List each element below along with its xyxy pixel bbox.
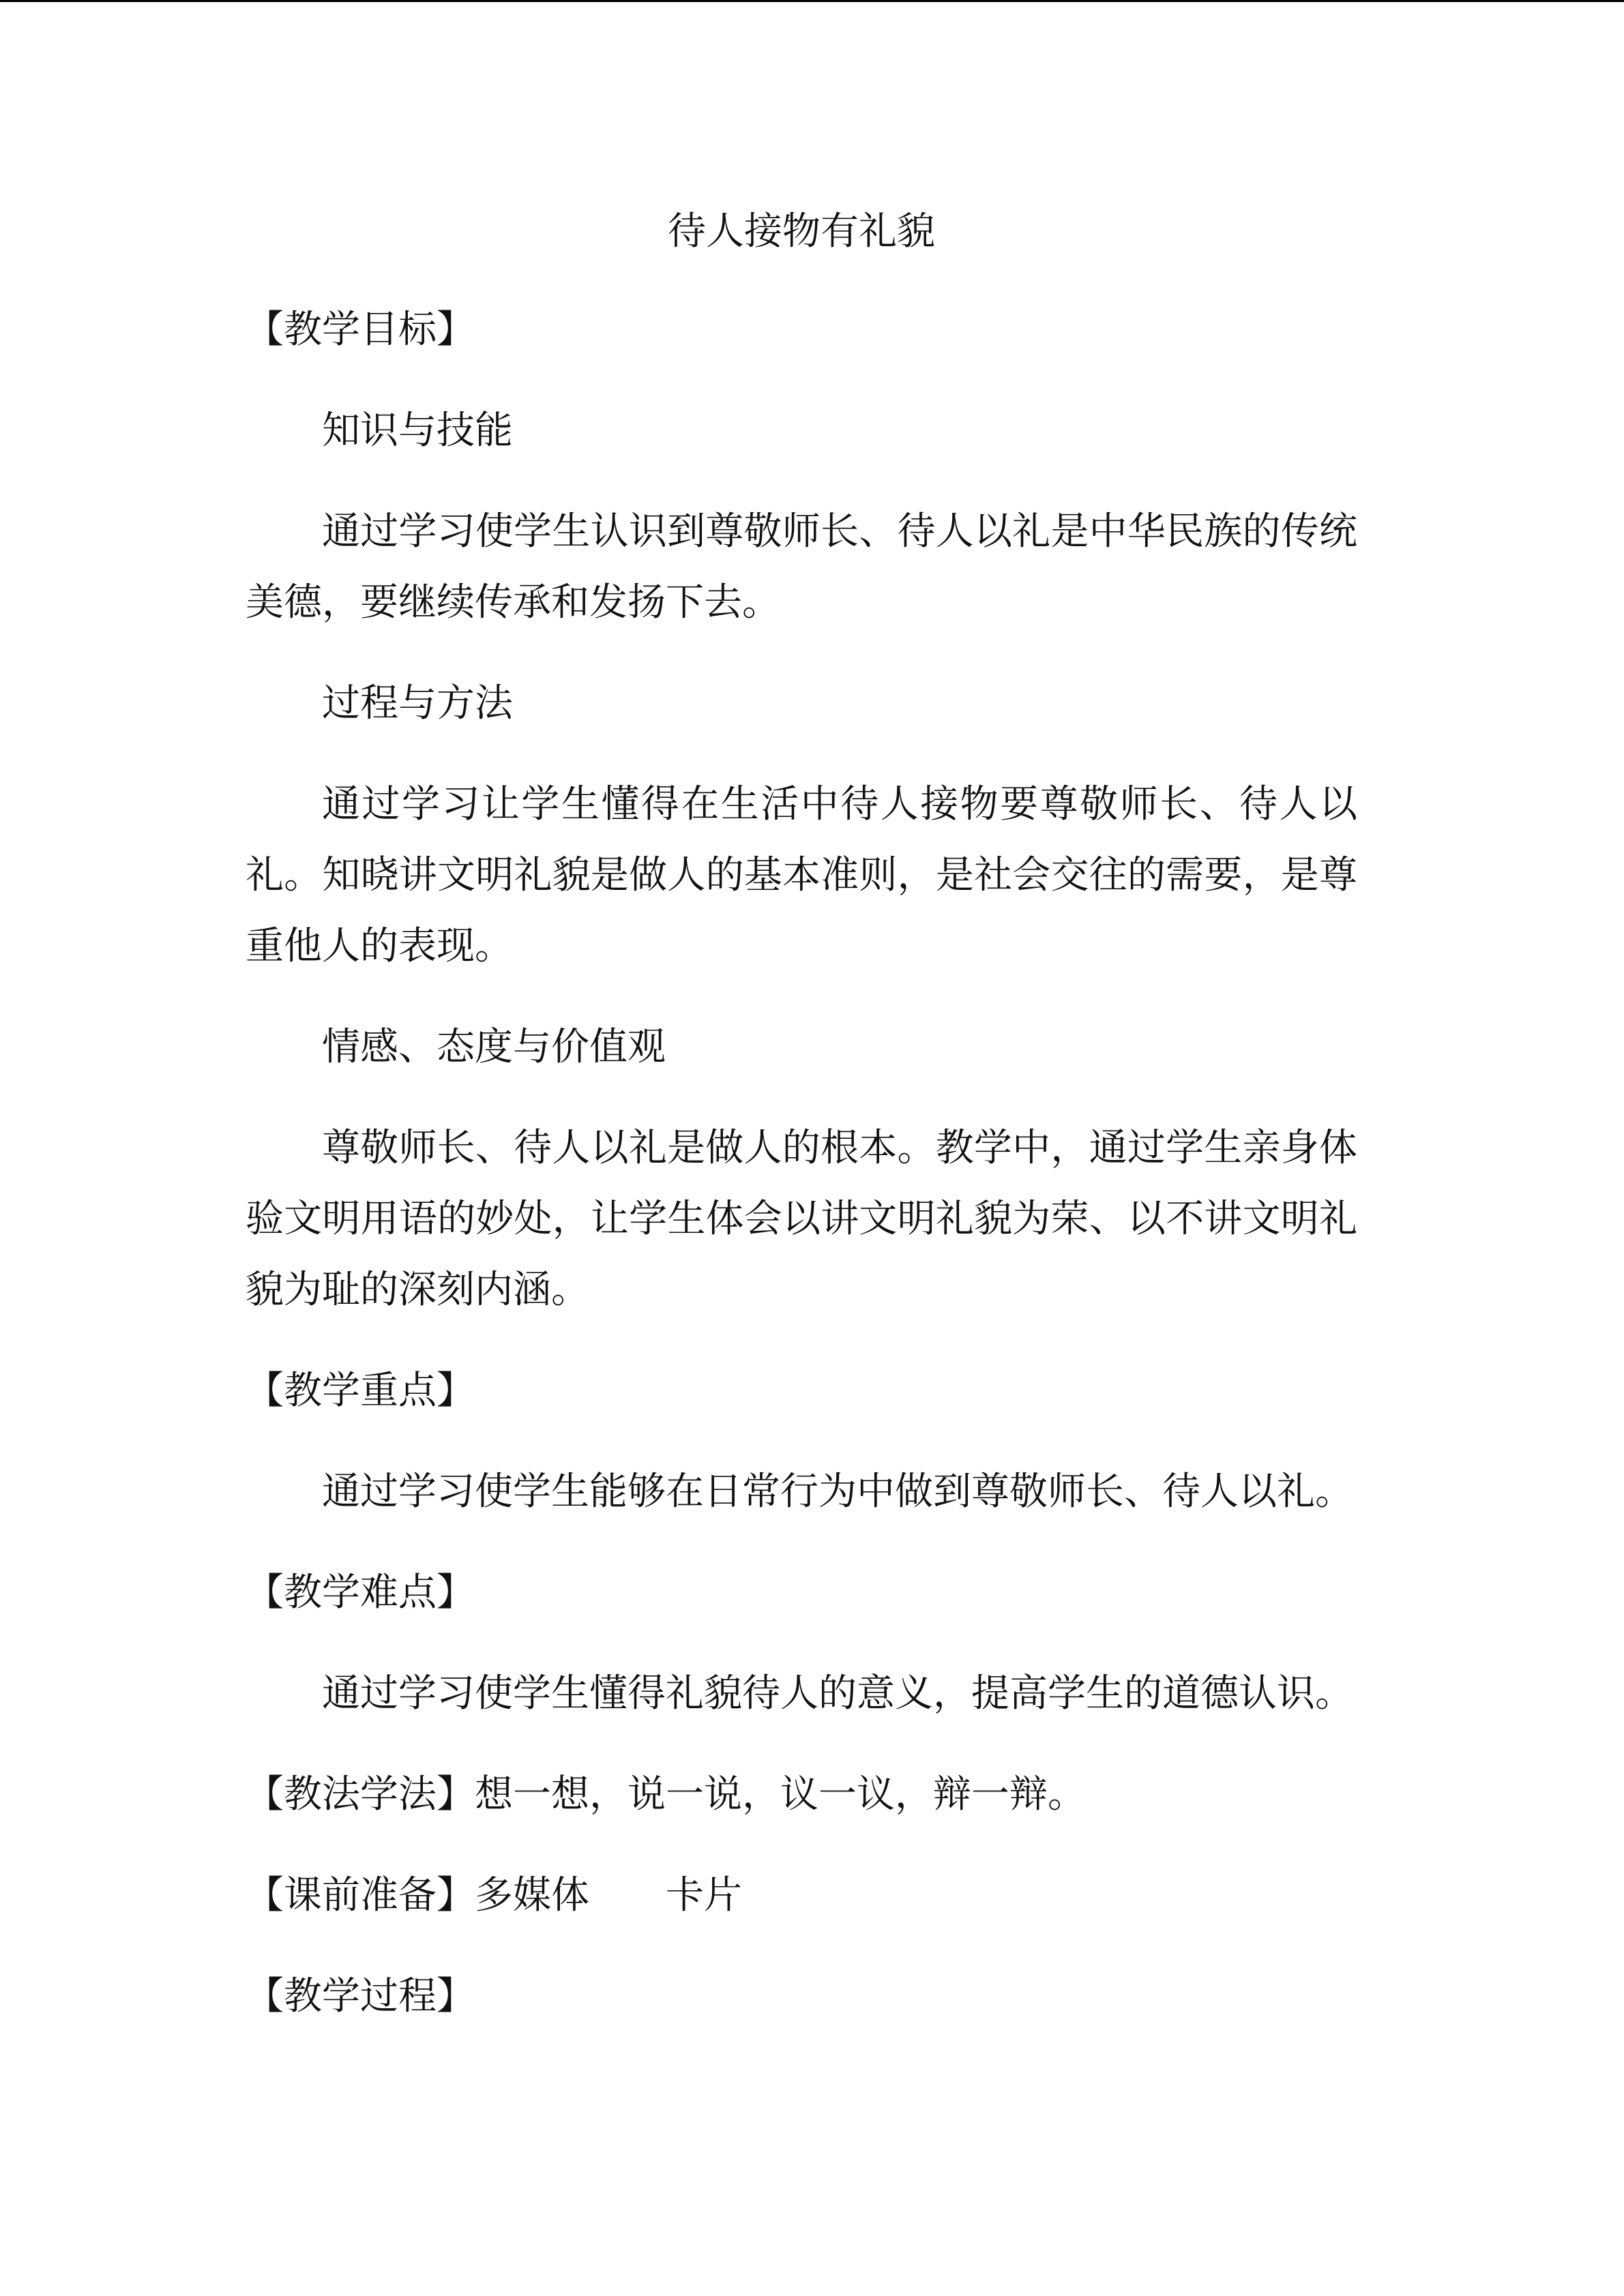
difficulty-heading: 【教学难点】 <box>246 1570 475 1615</box>
key-points-paragraph: 通过学习使学生能够在日常行为中做到尊敬师长、待人以礼。 <box>322 1470 1353 1514</box>
emotion-subheading: 情感、态度与价值观 <box>322 1025 666 1069</box>
knowledge-paragraph: 通过学习使学生认识到尊敬师长、待人以礼是中华民族的传统美德，要继续传承和发扬下去。 <box>246 509 1357 625</box>
knowledge-subheading: 知识与技能 <box>322 408 513 453</box>
document-title: 待人接物有礼貌 <box>668 209 935 254</box>
difficulty-paragraph: 通过学习使学生懂得礼貌待人的意义，提高学生的道德认识。 <box>322 1671 1353 1716</box>
key-points-heading: 【教学重点】 <box>246 1369 475 1413</box>
process-paragraph: 通过学习让学生懂得在生活中待人接物要尊敬师长、待人以礼。知晓讲文明礼貌是做人的基本准则，是社会交往的需要，是尊重他人的表现。 <box>246 782 1357 968</box>
method-line <box>246 1759 1357 1830</box>
process-steps-heading: 【教学过程】 <box>246 1974 475 2018</box>
preparation-heading: 【课前准备】 <box>246 1873 475 1918</box>
preparation-line <box>246 1860 1357 1931</box>
emotion-paragraph: 尊敬师长、待人以礼是做人的根本。教学中，通过学生亲身体验文明用语的妙处，让学生体会以讲文明礼貌为荣、以不讲文明礼貌为耻的深刻内涵。 <box>246 1126 1357 1312</box>
objectives-heading: 【教学目标】 <box>246 308 475 352</box>
document-body <box>246 196 1357 2062</box>
preparation-item-multimedia: 多媒体 <box>475 1873 589 1918</box>
preparation-item-cards: 卡片 <box>666 1873 742 1918</box>
method-heading: 【教法学法】 <box>246 1772 475 1817</box>
process-subheading: 过程与方法 <box>322 681 513 726</box>
method-text: 想一想，说一说，议一议，辩一辩。 <box>475 1772 1086 1817</box>
